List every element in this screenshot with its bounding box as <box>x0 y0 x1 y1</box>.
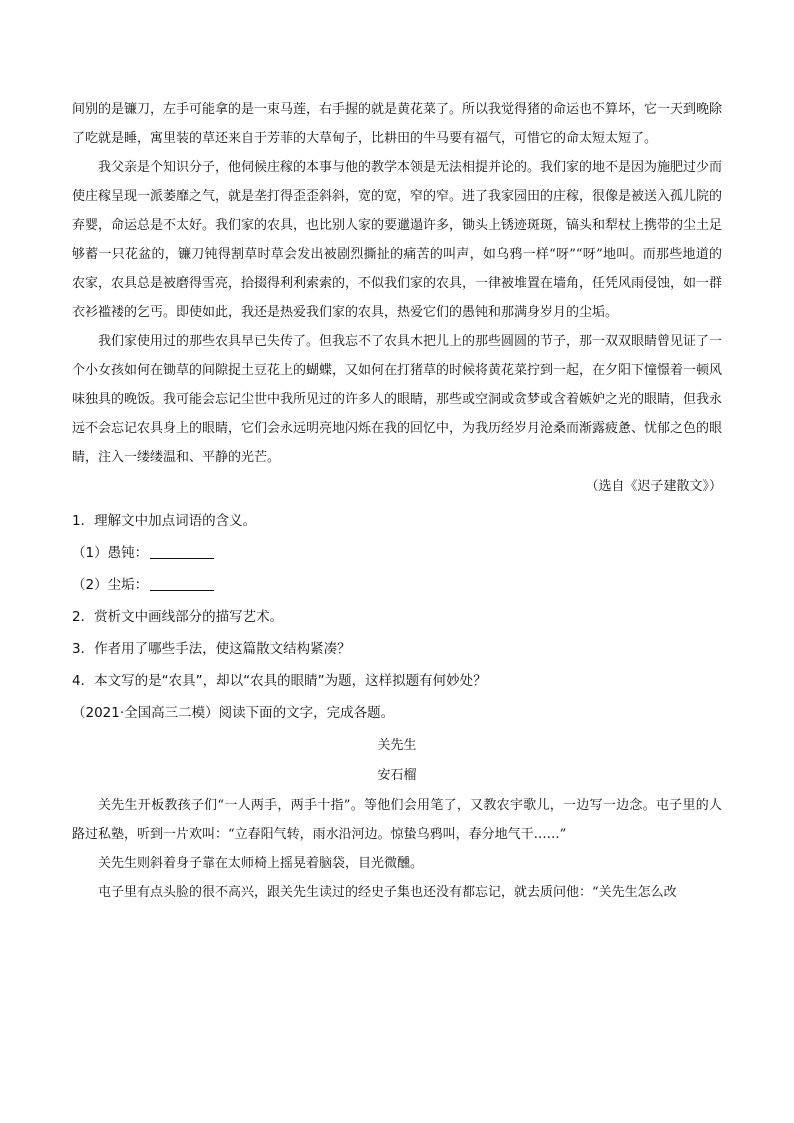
passage-two-title: 关先生 <box>377 738 417 753</box>
document-page <box>72 95 722 907</box>
passage-one-paragraph-2: 我父亲是个知识分子，他伺候庄稼的本事与他的教学本领是无法相提并论的。我们家的地不是因为施肥过少而使庄稼呈现一派萎靡之气，就是垄打得歪歪斜斜，宽的宽，窄的窄。进了我家园田的庄稼，很像是被送入孤儿院的弃婴，命运总是不太好。我们家的农具，也比别人家的要邋遢许多，锄头上锈迹斑斑，镐头和犁杖上携带的尘土足够蓄一只花盆的，镰刀钝得割草时草会发出被剧烈撕扯的痛苦的叫声，如乌鸦一样“呀”“呀”地叫。而那些地道的农家，农具总是被磨得雪亮，拾掇得利利索索的，不似我们家的农具，一律被堆置在墙角，任凭风雨侵蚀，如一群衣衫褴褛的乞丐。即使如此，我还是热爱我们家的农具，热爱它们的愚钝和那满身岁月的尘垢。 <box>72 160 723 320</box>
question-1: 1．理解文中加点词语的含义。 <box>72 513 257 529</box>
answer-blank-2[interactable] <box>150 576 214 591</box>
passage-one-paragraph-3: 我们家使用过的那些农具早已失传了。但我忘不了农具木把儿上的那些圆圆的节子，那一双双眼睛曾见证了一个小女孩如何在锄草的间隙捉土豆花上的蝴蝶，又如何在打猪草的时候将黄花菜拧到一起，在夕阳下憧憬着一顿风味独具的晚饭。我可能会忘记尘世中我所见过的许多人的眼睛，那些或空洞或贪梦或含着嫉妒之光的眼睛，但我永远不会忘记农具身上的眼睛，它们会永远明亮地闪烁在我的回忆中，为我历经岁月沧桑而渐露疲惫、忧郁之色的眼睛，注入一缕缕温和、平静的光芒。 <box>72 334 723 465</box>
question-1-sub-2 <box>72 569 722 601</box>
answer-blank-1[interactable] <box>150 544 214 559</box>
question-1-sub-1-label: （1）愚钝： <box>72 545 149 561</box>
passage-two-paragraph-2: 关先生则斜着身子靠在太师椅上摇晃着脑袋，目光微醺。 <box>98 856 424 871</box>
passage-two-paragraph-1: 关先生开板教孩子们“一人两手，两手十指”。等他们会用笔了，又教农宇歌儿，一边写一边念。屯子里的人路过私塾，听到一片欢叫：“立春阳气转，雨水沿河边。惊蛰乌鸦叫，春分地气干……” <box>72 798 722 842</box>
question-3: 3．作者用了哪些手法，使这篇散文结构紧凑？ <box>72 641 351 657</box>
passage-two-paragraph-3: 屯子里有点头脸的很不高兴，跟关先生读过的经史子集也还没有都忘记，就去质问他：“关先生怎么改 <box>98 885 677 900</box>
next-section-intro: （2021·全国高三二模）阅读下面的文字，完成各题。 <box>72 705 395 721</box>
question-1-sub-1 <box>72 537 722 569</box>
question-4: 4．本文写的是“农具”，却以“农具的眼睛”为题，这样拟题有何妙处？ <box>72 673 487 689</box>
question-1-sub-2-label: （2）尘垢： <box>72 577 149 593</box>
passage-one <box>72 95 722 501</box>
passage-source: （选自《迟子建散文》） <box>585 479 722 494</box>
passage-one-paragraph-1: 间别的是镰刀，左手可能拿的是一束马莲，右手握的就是黄花菜了。所以我觉得猪的命运也不算坏，它一天到晚除了吃就是睡，寓里装的草还来自于芳菲的大草甸子，比耕田的牛马要有福气，可惜它的命太短太短了。 <box>72 102 723 146</box>
passage-two <box>72 731 722 907</box>
question-2: 2．赏析文中画线部分的描写艺术。 <box>72 609 284 625</box>
question-list <box>72 505 722 729</box>
passage-two-author: 安石榴 <box>377 768 417 783</box>
